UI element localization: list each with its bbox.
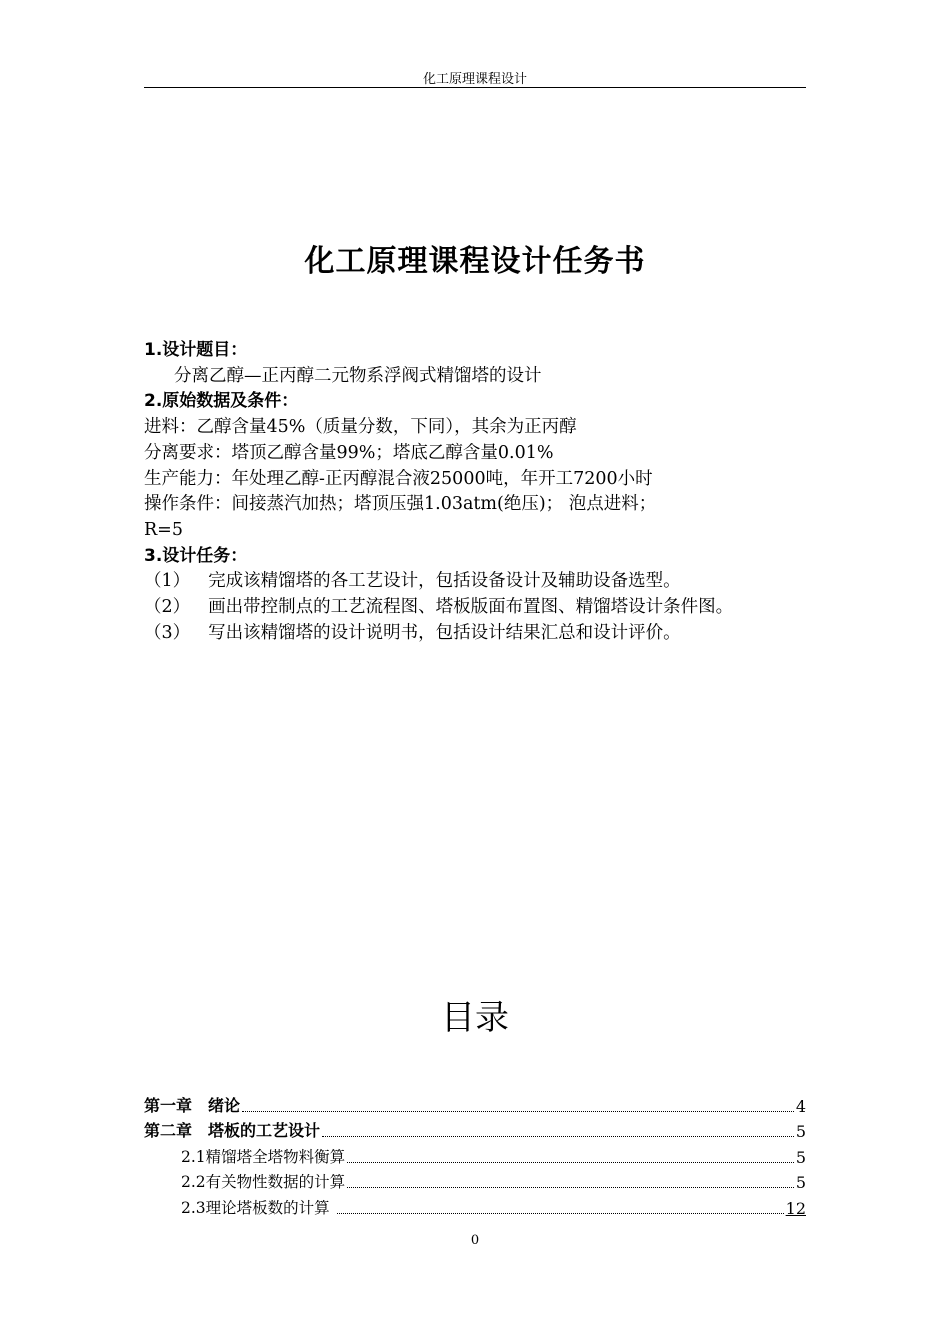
task-item-3 [144,621,808,647]
toc-entry-page: 5 [795,1147,806,1167]
header-rule [144,87,806,88]
production-capacity: 生产能力：年处理乙醇-正丙醇混合液25000吨，年开工7200小时 [144,468,653,489]
toc-entry-page: 4 [795,1096,806,1116]
toc-entry-page: 5 [795,1173,806,1192]
toc-entry-label: 第二章 塔板的工艺设计 [144,1121,321,1140]
toc-entry-page: 12 [785,1198,806,1218]
toc-entry[interactable] [144,1116,806,1142]
task-item-2-text: 画出带控制点的工艺流程图、塔板版面布置图、精馏塔设计条件图。 [208,597,734,618]
section-1-heading: 1.设计题目： [144,340,248,360]
task-item-2 [144,595,808,621]
operating-conditions: 操作条件：间接蒸汽加热；塔顶压强1.03atm(绝压)； 泡点进料； [144,494,657,515]
document-title: 化工原理课程设计任务书 [304,244,646,279]
toc-entry-page: 5 [795,1122,806,1141]
toc-title: 目录 [441,998,509,1038]
toc-leader [347,1162,794,1163]
task-body [144,338,808,646]
task-item-3-number: （3） [144,622,191,643]
toc-entry-label: 2.1精馏塔全塔物料衡算 [181,1147,346,1166]
task-item-1-number: （1） [144,571,191,592]
design-topic: 分离乙醇—正丙醇二元物系浮阀式精馏塔的设计 [174,365,542,386]
page-number: 0 [470,1233,480,1248]
section-3-heading: 3.设计任务： [144,545,248,566]
toc-leader [347,1187,794,1188]
task-item-2-number: （2） [144,597,191,618]
task-item-1 [144,569,808,595]
toc-entry-label: 2.3理论塔板数的计算 [181,1198,335,1217]
toc-entry-label: 2.2有关物性数据的计算 [181,1173,346,1191]
task-item-1-text: 完成该精馏塔的各工艺设计，包括设备设计及辅助设备选型。 [208,571,681,592]
toc-leader [337,1213,784,1214]
toc-leader [242,1111,794,1112]
running-header: 化工原理课程设计 [422,72,527,87]
toc-entry-label: 第一章 绪论 [144,1095,241,1115]
toc-entry[interactable] [144,1141,806,1167]
table-of-contents [144,1090,806,1218]
toc-leader [322,1136,794,1137]
task-item-3-text: 写出该精馏塔的设计说明书，包括设计结果汇总和设计评价。 [208,622,681,643]
reflux-ratio: R=5 [144,519,183,540]
feed-condition: 进料：乙醇含量45%（质量分数，下同），其余为正丙醇 [144,417,577,438]
toc-entry[interactable] [144,1090,806,1116]
toc-entry[interactable] [144,1192,806,1218]
section-2-heading: 2.原始数据及条件： [144,391,299,412]
separation-requirement: 分离要求：塔顶乙醇含量99%；塔底乙醇含量0.01% [144,442,554,463]
toc-entry[interactable] [144,1167,806,1193]
